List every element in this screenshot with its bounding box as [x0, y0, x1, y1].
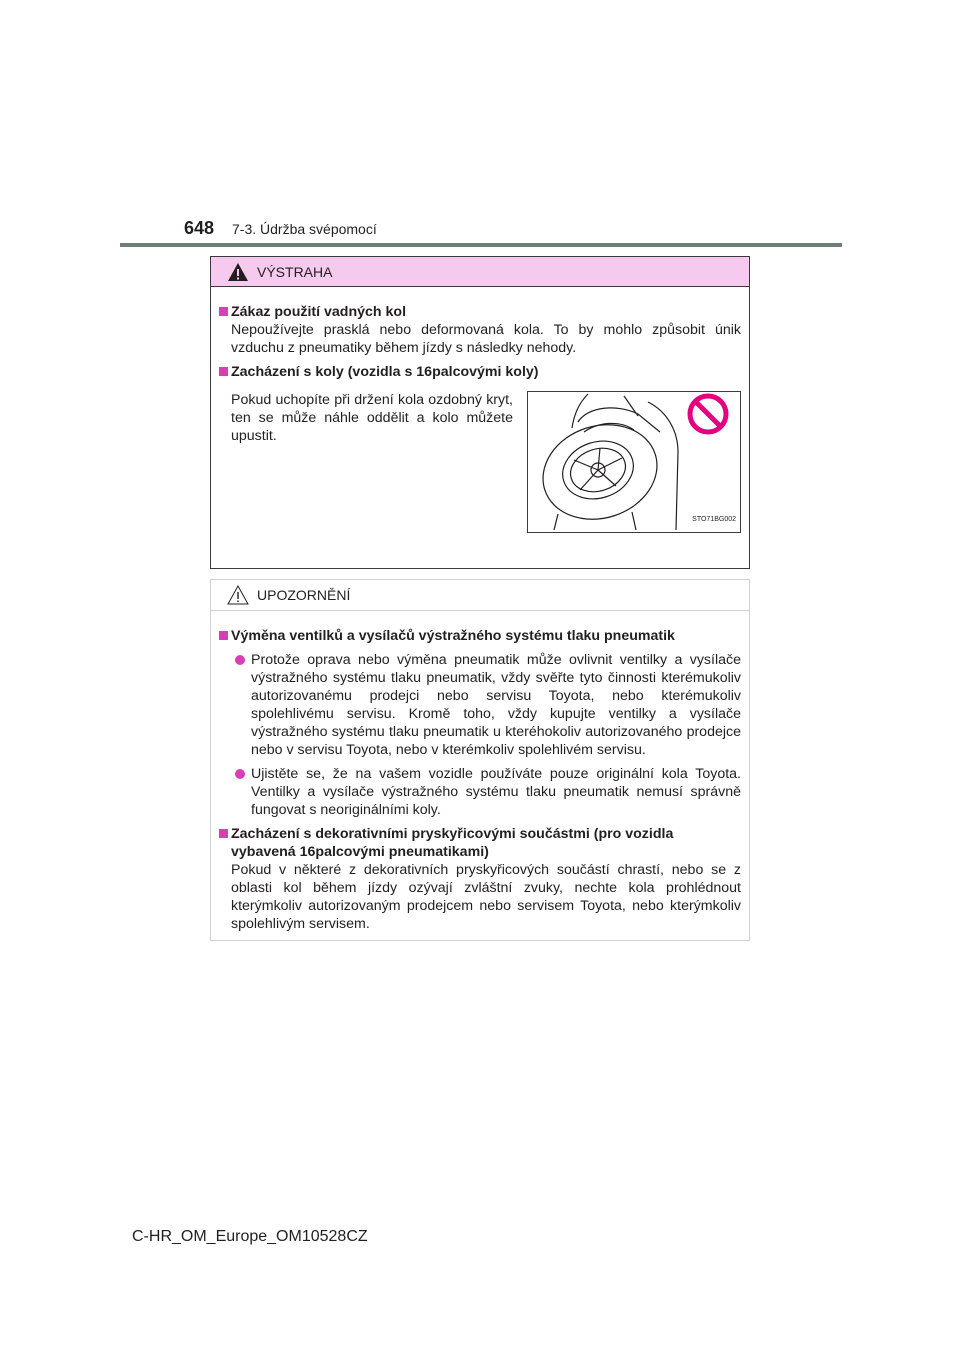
warning-heading-defective-wheels: Zákaz použití vadných kol — [219, 303, 741, 321]
caution-triangle-icon — [227, 585, 249, 605]
warning-text-wheel-handling: Pokud uchopíte při držení kola ozdobný kryt, ten se může náhle oddělit a kolo můžete upustit. — [231, 392, 513, 444]
warning-text-defective-wheels: Nepoužívejte prasklá nebo deformovaná kola. To by mohlo způsobit únik vzduchu z pneumatiky během jízdy s následky nehody. — [231, 322, 741, 356]
page-number: 648 — [184, 218, 215, 238]
warning-triangle-icon — [227, 262, 249, 282]
caution-bullet-original-wheels: Ujistěte se, že na vašem vozidle používáte pouze originální kola Toyota. Ventilky a vysílače výstražného systému tlaku pneumatik nemusí správně fungovat s neoriginálními koly. — [219, 765, 741, 819]
warning-title: VÝSTRAHA — [257, 263, 333, 280]
prohibition-icon — [690, 396, 726, 432]
caution-heading-valves: Výměna ventilků a vysílačů výstražného systému tlaku pneumatik — [219, 627, 741, 645]
document-code: C-HR_OM_Europe_OM10528CZ — [132, 1228, 368, 1245]
warning-header — [211, 257, 749, 287]
caution-header — [211, 580, 749, 611]
square-bullet-icon — [219, 631, 228, 640]
header-rule — [120, 243, 842, 247]
caution-heading-resin-parts: Zacházení s dekorativními pryskyřicovými součástmi (pro vozidla vybavená 16palcovými pneumatikami) — [219, 825, 741, 861]
square-bullet-icon — [219, 307, 228, 316]
section-title: 7-3. Údržba svépomocí — [232, 221, 377, 237]
figure-code: STO71BG002 — [692, 516, 736, 523]
caution-box — [210, 579, 750, 941]
caution-bullet-repair: Protože oprava nebo výměna pneumatik může ovlivnit ventilky a vysílače výstražného systému tlaku pneumatik, vždy svěřte tyto činnosti kterémukoliv autorizovanému prodejci nebo servisu Toyota, nebo kterémukoliv spolehlivému servisu. Kromě toho, vždy kupujte ventilky a vysílače výstražného systému tlaku pneumatik u kteréhokoliv autorizovaného prodejce nebo v servisu Toyota, nebo v kterémkoliv spolehlivém servisu. — [219, 651, 741, 759]
caution-text-resin-parts: Pokud v některé z dekorativních pryskyřicových součástí chrastí, nebo se z oblasti kol během jízdy ozývají zvláštní zvuky, nechte kola prohlédnout kterýmkoliv autorizovaným prodejcem nebo servisem Toyota, nebo kterýmkoliv spolehlivým servisem. — [231, 862, 741, 932]
round-bullet-icon — [235, 655, 245, 665]
caution-title: UPOZORNĚNÍ — [257, 587, 351, 603]
square-bullet-icon — [219, 829, 228, 838]
warning-box — [210, 256, 750, 569]
warning-heading-wheel-handling: Zacházení s koly (vozidla s 16palcovými koly) — [219, 363, 741, 381]
square-bullet-icon — [219, 367, 228, 376]
round-bullet-icon — [235, 769, 245, 779]
wheel-handling-illustration — [527, 391, 741, 533]
